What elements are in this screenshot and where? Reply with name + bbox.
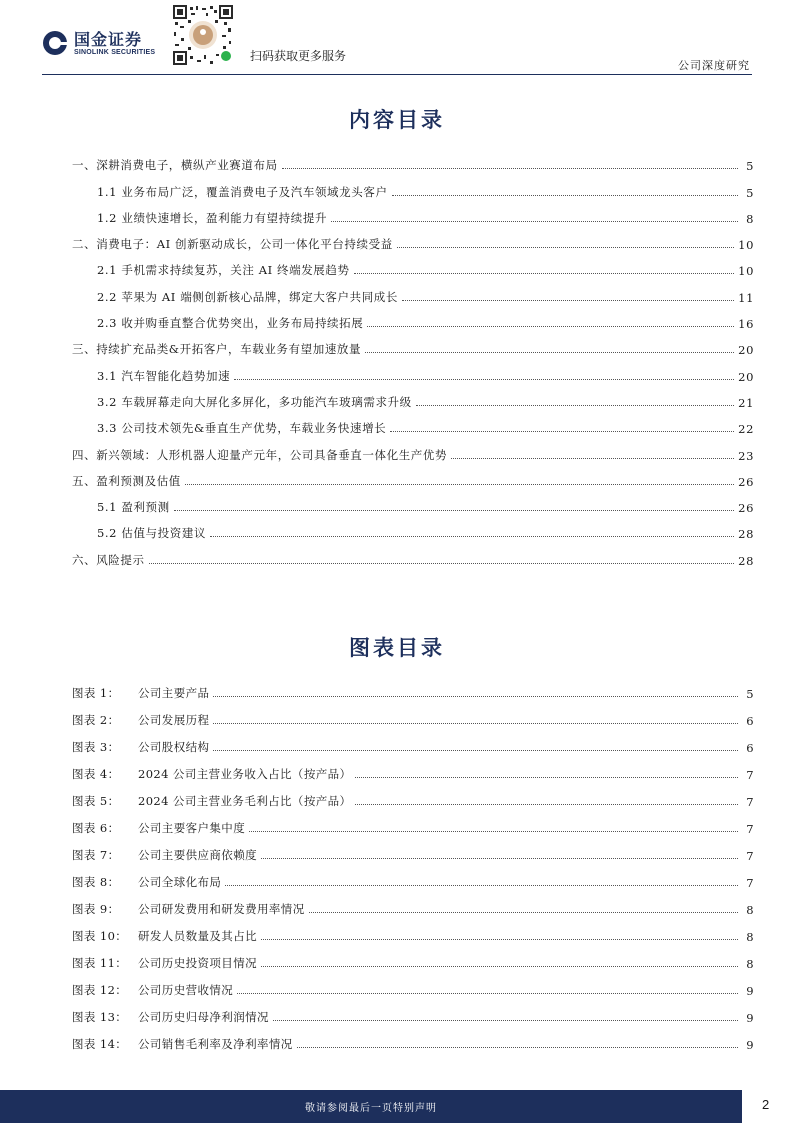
figure-title: 2024 公司主营业务收入占比（按产品） (138, 767, 352, 781)
figure-title: 研发人员数量及其占比 (138, 929, 257, 943)
figure-page: 7 (746, 795, 754, 809)
toc-leader (261, 966, 738, 967)
figure-title: 公司主要供应商依赖度 (138, 848, 257, 862)
toc-entry[interactable] (72, 331, 754, 357)
figure-page: 9 (746, 1011, 754, 1025)
figure-entry[interactable] (72, 674, 754, 701)
toc-entry-text: 5.2 估值与投资建议 (97, 526, 207, 541)
figure-title: 公司主要产品 (138, 686, 210, 700)
toc-leader (210, 536, 734, 537)
toc-entry-page: 5 (746, 185, 754, 200)
toc-leader (355, 777, 738, 778)
toc-leader (237, 993, 738, 994)
toc-entry[interactable] (72, 252, 754, 278)
qr-caption: 扫码获取更多服务 (250, 49, 347, 63)
toc-entry-text: 5.1 盈利预测 (97, 500, 170, 515)
figure-entry[interactable] (72, 944, 754, 971)
toc-leader (249, 831, 738, 832)
figure-label: 图表 12： (72, 983, 128, 997)
figure-title: 2024 公司主营业务毛利占比（按产品） (138, 794, 352, 808)
toc-leader (213, 696, 738, 697)
figure-title: 公司历史营收情况 (138, 983, 234, 997)
page-header (0, 0, 794, 76)
figure-label: 图表 5： (72, 794, 120, 808)
toc-entry-text: 3.2 车载屏幕走向大屏化多屏化，多功能汽车玻璃需求升级 (97, 394, 412, 409)
toc-entry-text: 3.3 公司技术领先&垂直生产优势，车载业务快速增长 (97, 421, 387, 436)
figure-entry[interactable] (72, 809, 754, 836)
toc-leader (185, 484, 734, 485)
figure-page: 7 (746, 849, 754, 863)
figure-label: 图表 8： (72, 875, 120, 889)
toc-entry-page: 23 (738, 448, 754, 463)
figure-entry[interactable] (72, 782, 754, 809)
logo-english-name: SINOLINK SECURITIES (74, 48, 156, 56)
figure-label: 图表 11： (72, 956, 128, 970)
toc-leader (416, 405, 734, 406)
figure-label: 图表 14： (72, 1037, 128, 1051)
toc-entry[interactable] (72, 515, 754, 541)
toc-entry-text: 2.1 手机需求持续复苏，关注 AI 终端发展趋势 (97, 263, 350, 278)
figure-entry[interactable] (72, 1025, 754, 1052)
figure-page: 7 (746, 822, 754, 836)
toc-leader (234, 379, 734, 380)
toc-entry-text: 1.2 业绩快速增长，盈利能力有望持续提升 (97, 210, 328, 225)
toc-entry[interactable] (72, 173, 754, 199)
figure-label: 图表 1： (72, 686, 120, 700)
figure-page: 7 (746, 768, 754, 782)
toc-entry[interactable] (72, 463, 754, 489)
figure-label: 图表 2： (72, 713, 120, 727)
toc-leader (397, 247, 734, 248)
figure-entry[interactable] (72, 890, 754, 917)
toc-entry-page: 10 (738, 264, 754, 279)
figure-entry[interactable] (72, 917, 754, 944)
figure-entry[interactable] (72, 836, 754, 863)
toc-leader (297, 1047, 738, 1048)
toc-entry-page: 11 (738, 290, 754, 305)
toc-entry-text: 三、持续扩充品类&开拓客户，车载业务有望加速放量 (72, 342, 362, 357)
header-divider (42, 74, 752, 75)
figure-page: 9 (746, 984, 754, 998)
toc-entry[interactable] (72, 200, 754, 226)
toc-title: 内容目录 (349, 107, 445, 132)
toc-leader (261, 858, 738, 859)
toc-entry[interactable] (72, 147, 754, 173)
figure-entry[interactable] (72, 971, 754, 998)
figure-title: 公司发展历程 (138, 713, 210, 727)
toc-entry-page: 5 (746, 159, 754, 174)
figure-title: 公司主要客户集中度 (138, 821, 246, 835)
toc-entry-text: 2.2 苹果为 AI 端侧创新核心品牌，绑定大客户共同成长 (97, 289, 399, 304)
figure-title: 公司股权结构 (138, 740, 210, 754)
toc-entry[interactable] (72, 410, 754, 436)
toc-entry-page: 10 (738, 238, 754, 253)
toc-entry-text: 3.1 汽车智能化趋势加速 (97, 368, 231, 383)
table-of-contents (72, 147, 754, 568)
toc-leader (225, 885, 738, 886)
toc-leader (213, 750, 738, 751)
toc-leader (282, 168, 738, 169)
report-type-label: 公司深度研究 (678, 59, 750, 72)
footer-disclaimer: 敬请参阅最后一页特别声明 (305, 1103, 437, 1114)
figure-title: 公司历史投资项目情况 (138, 956, 257, 970)
toc-leader (402, 300, 734, 301)
toc-leader (261, 939, 738, 940)
toc-entry-text: 1.1 业务布局广泛，覆盖消费电子及汽车领域龙头客户 (97, 184, 388, 199)
figure-label: 图表 9： (72, 902, 120, 916)
toc-leader (331, 221, 738, 222)
toc-entry-page: 21 (738, 395, 754, 410)
toc-leader (365, 352, 734, 353)
figure-page: 5 (746, 687, 754, 701)
figure-page: 8 (746, 957, 754, 971)
figure-title: 公司历史归母净利润情况 (138, 1010, 269, 1024)
toc-entry-text: 五、盈利预测及估值 (72, 473, 181, 488)
toc-leader (367, 326, 734, 327)
logo-chinese-name: 国金证券 (74, 29, 143, 49)
toc-entry[interactable] (72, 226, 754, 252)
sinolink-logo-icon (42, 30, 68, 56)
company-logo (42, 30, 155, 56)
toc-entry-text: 二、消费电子：AI 创新驱动成长，公司一体化平台持续受益 (72, 237, 393, 252)
figure-title: 公司研发费用和研发费用率情况 (138, 902, 305, 916)
toc-entry-text: 四、新兴领域：人形机器人迎量产元年，公司具备垂直一体化生产优势 (72, 447, 448, 462)
figure-title: 公司全球化布局 (138, 875, 222, 889)
toc-entry[interactable] (72, 489, 754, 515)
toc-leader (174, 510, 734, 511)
toc-entry-page: 8 (746, 211, 754, 226)
toc-entry-page: 28 (738, 527, 754, 542)
figure-page: 8 (746, 930, 754, 944)
toc-leader (451, 458, 734, 459)
toc-entry-page: 26 (738, 501, 754, 516)
figure-entry[interactable] (72, 701, 754, 728)
toc-leader (355, 804, 738, 805)
figure-entry[interactable] (72, 998, 754, 1025)
figure-entry[interactable] (72, 755, 754, 782)
toc-entry-page: 16 (738, 317, 754, 332)
toc-entry-text: 六、风险提示 (72, 552, 145, 567)
figure-label: 图表 6： (72, 821, 120, 835)
figure-page: 6 (746, 714, 754, 728)
toc-leader (213, 723, 738, 724)
toc-leader (149, 563, 735, 564)
toc-entry-page: 20 (738, 343, 754, 358)
figure-page: 6 (746, 741, 754, 755)
toc-entry[interactable] (72, 541, 754, 567)
figure-label: 图表 4： (72, 767, 120, 781)
page-number: 2 (762, 1097, 770, 1112)
toc-entry-page: 28 (738, 553, 754, 568)
toc-entry[interactable] (72, 436, 754, 462)
toc-entry-text: 一、深耕消费电子，横纵产业赛道布局 (72, 158, 278, 173)
toc-leader (273, 1020, 738, 1021)
toc-leader (354, 273, 735, 274)
toc-entry-page: 22 (738, 422, 754, 437)
figure-entry[interactable] (72, 863, 754, 890)
figure-entry[interactable] (72, 728, 754, 755)
figure-page: 9 (746, 1038, 754, 1052)
list-of-figures (72, 674, 754, 1052)
figure-label: 图表 10： (72, 929, 128, 943)
figure-page: 7 (746, 876, 754, 890)
toc-leader (309, 912, 738, 913)
toc-entry[interactable] (72, 384, 754, 410)
toc-leader (392, 195, 738, 196)
toc-entry-page: 20 (738, 369, 754, 384)
toc-entry[interactable] (72, 305, 754, 331)
figure-title: 公司销售毛利率及净利率情况 (138, 1037, 293, 1051)
toc-entry[interactable] (72, 278, 754, 304)
toc-entry-text: 2.3 收并购垂直整合优势突出，业务布局持续拓展 (97, 316, 364, 331)
figures-title: 图表目录 (349, 635, 445, 660)
toc-leader (390, 431, 734, 432)
qr-code-icon[interactable] (172, 4, 234, 66)
figure-label: 图表 3： (72, 740, 120, 754)
toc-entry-page: 26 (738, 474, 754, 489)
figure-label: 图表 7： (72, 848, 120, 862)
toc-entry[interactable] (72, 357, 754, 383)
figure-page: 8 (746, 903, 754, 917)
figure-label: 图表 13： (72, 1010, 128, 1024)
